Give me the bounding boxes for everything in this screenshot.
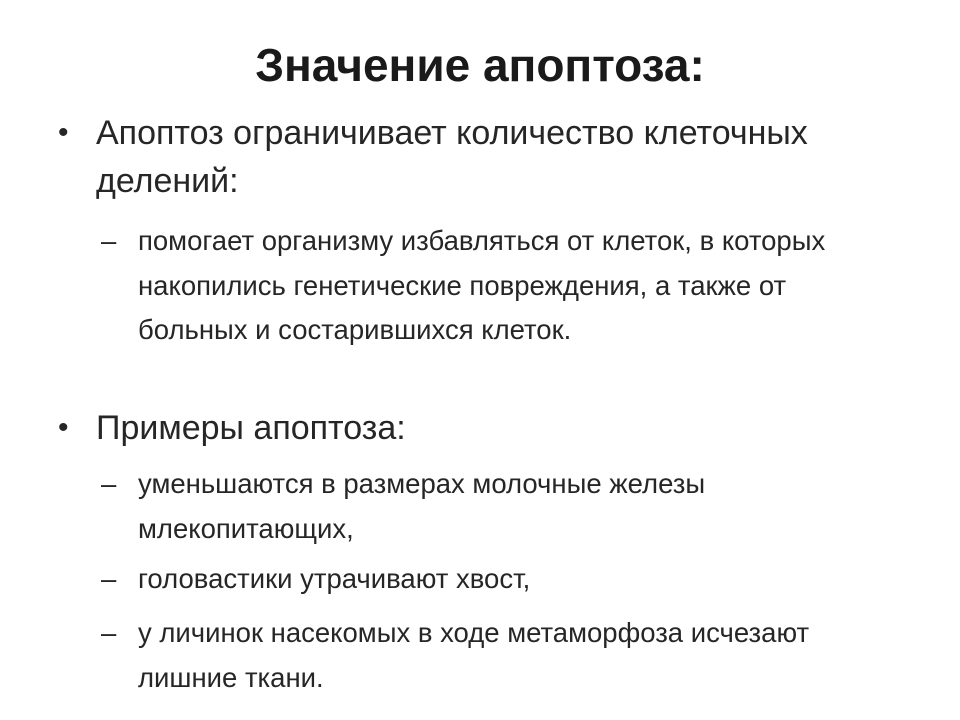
dash-marker: – — [101, 563, 117, 594]
bullet-marker: • — [58, 116, 69, 149]
sub-bullet-item — [101, 611, 898, 700]
sub-bullet-item — [101, 219, 898, 353]
bullet-text: Апоптоз ограничивает количество клеточных делений: — [96, 114, 808, 200]
sub-bullet-text: у личинок насекомых в ходе метаморфоза исчезают лишние ткани. — [138, 617, 810, 693]
bullet-item — [58, 109, 896, 205]
sub-bullet-item — [101, 557, 898, 602]
dash-marker: – — [101, 617, 117, 648]
dash-marker: – — [101, 468, 117, 499]
dash-marker: – — [101, 225, 117, 256]
slide-title: Значение апоптоза: — [255, 39, 705, 91]
sub-bullet-text: помогает организму избавляться от клеток, в которых накопились генетические повреждения, а также от больных и состарившихся клеток. — [138, 225, 826, 345]
sub-bullet-text: головастики утрачивают хвост, — [138, 563, 531, 594]
bullet-item — [58, 404, 896, 452]
bullet-marker: • — [58, 411, 69, 444]
sub-bullet-text: уменьшаются в размерах молочные железы млекопитающих, — [138, 468, 706, 544]
bullet-text: Примеры апоптоза: — [96, 409, 406, 447]
sub-bullet-item — [101, 462, 898, 551]
